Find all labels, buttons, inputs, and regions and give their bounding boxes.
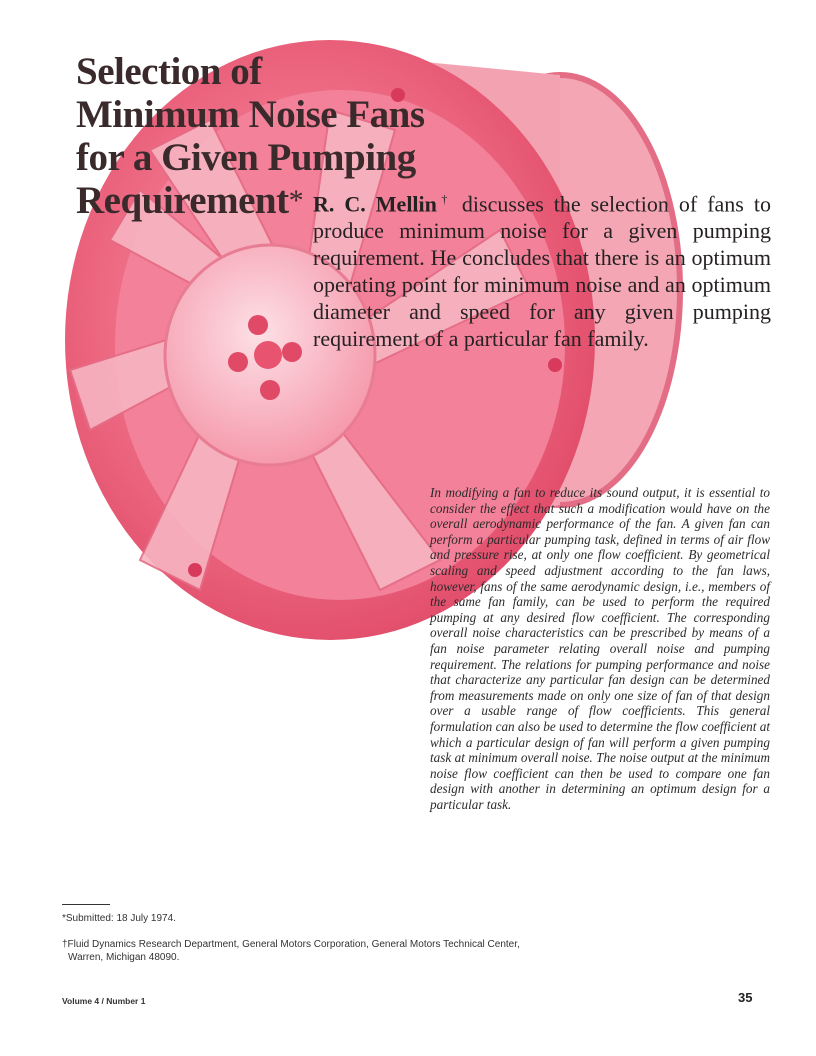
- title-line: for a Given Pumping: [76, 136, 416, 179]
- rim-bolt: [548, 358, 562, 372]
- volume-number: Volume 4 / Number 1: [62, 996, 146, 1006]
- intro-paragraph: [313, 186, 771, 352]
- affiliation-line: †Fluid Dynamics Research Department, General Motors Corporation, General Motors Technical Center,: [62, 939, 520, 950]
- author-footnote-mark: †: [436, 192, 452, 206]
- page-number: 35: [738, 990, 753, 1005]
- title-line: Minimum Noise Fans: [76, 93, 425, 136]
- title-line: Requirement: [76, 179, 289, 222]
- hub-bolt: [260, 380, 280, 400]
- hub-bolt: [282, 342, 302, 362]
- footnote-rule: [62, 904, 110, 905]
- affiliation-line: Warren, Michigan 48090.: [68, 952, 180, 963]
- rim-bolt: [188, 563, 202, 577]
- footnote-submitted: *Submitted: 18 July 1974.: [62, 913, 176, 924]
- abstract: In modifying a fan to reduce its sound output, it is essential to consider the effect that such a modification would have on the overall aerodynamic performance of the fan. A given fan can perform a particular pumping task, defined in terms of air flow and pressure rise, at only one flow coefficient. By geometrical scaling and speed adjustment according to the fan laws, however, fans of the same aerodynamic design, i.e., members of the same fan family, can be used to perform the required pumping at any desired flow coefficient. The corresponding overall noise characteristics can be prescribed by means of a fan noise parameter relating overall noise and pumping requirement. The relations for pumping performance and noise that characterize any particular fan design can be determined from measurements made on only one size of fan of that design over a usable range of flow coefficients. This general formulation can also be used to determine the flow coefficient at which a particular design of fan will perform a given pumping task at minimum overall noise. The noise output at the minimum noise flow coefficient can then be used to compare one fan design with another in determining an optimum design for a particular task.: [430, 485, 770, 812]
- hub-bolt: [228, 352, 248, 372]
- footnote-affiliation: [62, 938, 582, 964]
- hub-bolt: [248, 315, 268, 335]
- intro-text: discusses the selection of fans to produce minimum noise for a given pumping requirement. He concludes that there is an optimum operating point for minimum noise and an optimum diameter and speed for any given pumping requirement of a particular fan family.: [313, 191, 771, 352]
- title-footnote-mark: *: [288, 184, 304, 217]
- title-line: Selection of: [76, 50, 262, 93]
- hub-center: [254, 341, 282, 369]
- author-name: R. C. Mellin: [313, 191, 437, 217]
